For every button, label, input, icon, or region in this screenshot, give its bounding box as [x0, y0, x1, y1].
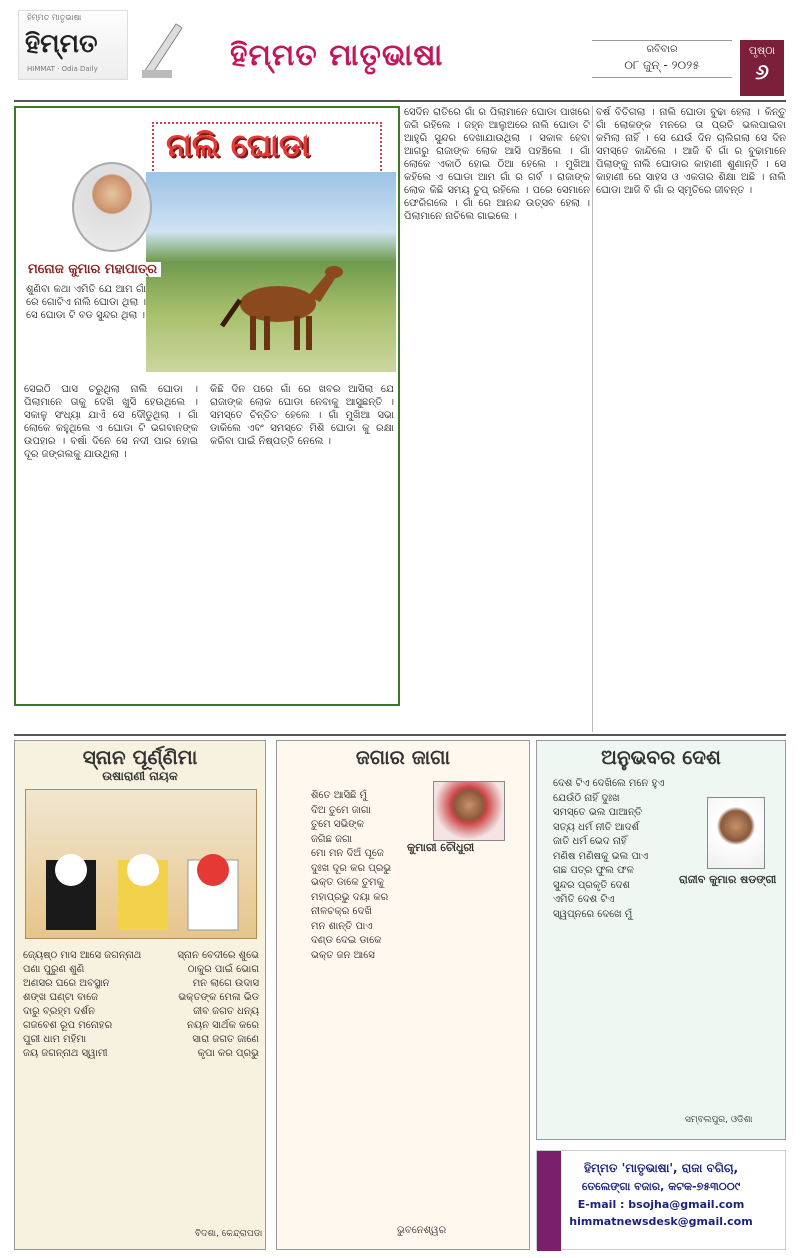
poem-jagara-jaga: [276, 740, 530, 1250]
logo-title: ହିମ୍ମତ: [25, 29, 98, 59]
issue-day: ରବିବାର: [646, 44, 678, 55]
poem-line: ଜାତି ଧର୍ମ ଭେଦ ନାହିଁ: [553, 836, 627, 847]
poem-line: ନୀଳଚକ୍ର ଦେଖି: [311, 906, 372, 917]
issue-date: ୦୮ ଜୁନ୍ - ୨୦୨୫: [624, 58, 700, 72]
poem-line: ଭକ୍ତ ଡାକେ ତୁମକୁ: [311, 877, 384, 888]
poem-line: [23, 949, 259, 963]
poem-line: ଦୁଃଖ ଦୂର କର ପ୍ରଭୁ: [311, 862, 392, 874]
poem-line: ଜଗିଛ ଜଗା: [311, 833, 352, 845]
poem-line: ଯେଉଁଠି ନାହିଁ ଦୁଃଖ: [553, 792, 620, 804]
poem-line: [23, 963, 259, 977]
poem-line: ମଣିଷ ମଣିଷକୁ ଭଲ ପାଏ: [553, 850, 649, 862]
poem-line: [23, 1005, 259, 1019]
poem-line-text: ଜୀବ ଜଗତ ଧନ୍ୟ: [193, 1006, 259, 1017]
poem-anubhabara-desha: [536, 740, 786, 1140]
quill-icon: [134, 16, 194, 80]
poem-place: ଭୁବନେଶ୍ୱର: [397, 1225, 447, 1236]
poem-lines: [23, 949, 259, 1061]
page-number: ୬: [755, 60, 769, 85]
poem-line: ମନ ଶାନ୍ତି ପାଏ: [311, 920, 373, 932]
article-title: ନାଲି ଘୋଡା: [166, 126, 310, 164]
article-author: ମନୋଜ କୁମାର ମହାପାତ୍ର: [24, 262, 161, 277]
poem-snana-purnima: [14, 740, 266, 1250]
poem-title: ଜଗାର ଜାଗା: [355, 745, 451, 769]
poem-line: ତୁମେ ସଭିଙ୍କ: [311, 819, 364, 830]
poem-line-text: ଭକ୍ତଙ୍କ ମେଳା ଭିଡ: [178, 992, 259, 1003]
poem-place: ବିଦଶା, କେନ୍ଦ୍ରାପଡା: [195, 1229, 263, 1239]
poem-line-text: ଜୟ ଜଗନ୍ନାଥ ସ୍ୱାମୀ: [23, 1048, 108, 1059]
poem-line: ଗଛ ପତ୍ର ଫୁଲ ଫଳ: [553, 865, 634, 876]
masthead-divider: [14, 100, 786, 102]
poem-title: ସ୍ନାନ ପୂର୍ଣ୍ଣିମା: [82, 745, 198, 769]
poem-line-text: ନୟନ ସାର୍ଥକ କରେ: [186, 1020, 259, 1031]
poem-line: ଶିତେ ଆସିଛି ମୁଁ: [311, 790, 367, 801]
poem-line-text: ଗଜବେଶ ରୂପ ମନୋହର: [23, 1020, 113, 1031]
poem-line-text: ପଣା ପୁରୁଣ ଶୁଣି: [23, 964, 85, 975]
poem-line: ଦେଶ ଟିଏ ଦେଖିଲେ ମନେ ହୁଏ: [553, 778, 665, 789]
masthead: [0, 0, 800, 100]
contact-band: [537, 1151, 561, 1251]
poem-line: [23, 977, 259, 991]
poem-line-text: ପୁରୀ ଧାମ ମହିମା: [23, 1034, 87, 1045]
poem-line-text: ମନ ଲାଗେ ଉଦାସ: [192, 978, 259, 989]
poem-line-text: ଠାକୁର ପାଇଁ ଭୋଗ: [187, 964, 259, 975]
logo-subtitle: HIMMAT · Odia Daily: [27, 65, 98, 73]
poem-line: [23, 991, 259, 1005]
poem-line-text: ଅଣସର ଘରେ ଅବସ୍ଥାନ: [23, 978, 110, 989]
poem-line: ମୋ ମନ ଦିଅଁ ପୂଜେ: [311, 848, 384, 859]
poem-line-text: ସ୍ନାନ ବେଦୀରେ ଶୁଭେ: [177, 950, 259, 961]
newspaper-logo: [18, 10, 128, 80]
poem-lines: [553, 777, 783, 922]
section-divider: [14, 734, 786, 736]
poem-line: ଭକ୍ତ ଜନ ଆସେ: [311, 949, 375, 961]
poem-place: ସମ୍ବଲପୁର, ଓଡିଶା: [685, 1115, 753, 1125]
poem-line: ସ୍ୱପ୍ନରେ ଦେଖେ ମୁଁ: [553, 908, 633, 920]
page-label: ପୃଷ୍ଠା: [748, 44, 776, 57]
poem-line: [23, 1019, 259, 1033]
author-photo: [72, 162, 152, 252]
article-paragraph: କିଛି ଦିନ ପରେ ଗାଁ ରେ ଖବର ଆସିଲା ଯେ ରାଜାଙ୍କ ଲୋକ ଘୋଡା ନେବାକୁ ଆସୁଛନ୍ତି । ସମସ୍ତେ ଚିନ୍ତିତ ହେଲେ । ଗାଁ ମୁଖିଆ ସଭା ଡାକିଲେ ଏବଂ ସମସ୍ତେ ମିଶି ଘୋଡା କୁ ରକ୍ଷା କରିବା ପାଇଁ ନିଷ୍ପତ୍ତି ନେଲେ ।: [210, 384, 394, 447]
contact-address: ତେଲେଙ୍ଗା ବଜାର, କଟକ-୭୫୩୦୦୯: [581, 1180, 741, 1193]
poem-line: [23, 1033, 259, 1047]
poem-title: ଅନୁଭବର ଦେଶ: [601, 745, 721, 769]
poem-line: ସତ୍ୟ ଧର୍ମ ନୀତି ଆଦର୍ଶ: [553, 821, 639, 833]
banner-title: ହିମ୍ମତ ମାତୃଭାଷା: [230, 38, 444, 73]
poem-line-text: ଶଙ୍ଖ ଘଣ୍ଟା ବାଜେ: [23, 992, 99, 1003]
poem-line-text: ଜ୍ୟେଷ୍ଠ ମାସ ଆସେ ଜଗନ୍ନାଥ: [23, 950, 142, 961]
article-lead: ଶୁଣିବା କଥା ଏମିତି ଯେ ଆମ ଗାଁ ରେ ଗୋଟିଏ ନାଲି ଘୋଡା ଥିଲା । ସେ ଘୋଡା ଟି ବଡ ସୁନ୍ଦର ଥିଲା ।: [26, 284, 146, 321]
poem-author: ଉଷାରାଣୀ ନାୟକ: [102, 769, 178, 783]
poem-line: ଦିଅ ତୁମେ ଜାଗା: [311, 804, 371, 816]
contact-box: [536, 1150, 786, 1250]
poem-line: ସମସ୍ତେ ଭଲ ପାଆନ୍ତି: [553, 807, 643, 818]
article-paragraph: ସେଇଠି ଘାସ ଚରୁଥିଲା ନାଲି ଘୋଡା । ପିଲାମାନେ ତାକୁ ଦେଖି ଖୁସି ହେଉଥିଲେ । ସକାଳୁ ସଂଧ୍ୟା ଯାଏଁ ସେ ଦୌଡୁଥିଲା । ଗାଁ ଲୋକେ କହୁଥିଲେ ଏ ଘୋଡା ଟି ଭଗବାନଙ୍କ ଉପହାର । ବର୍ଷା ଦିନେ ସେ ନଦୀ ପାର ହୋଇ ଦୂର ଜଙ୍ଗଲକୁ ଯାଉଥିଲା ।: [24, 384, 198, 460]
poem-line: [23, 1047, 259, 1061]
poem-line: ଦଣ୍ଡ ଦେଇ ଡାକେ: [311, 935, 382, 946]
article-column: ବର୍ଷ ବିତିଗଲା । ନାଲି ଘୋଡା ବୁଢା ହେଲା । କିନ୍ତୁ ଗାଁ ଲୋକଙ୍କ ମନରେ ତା ପ୍ରତି ଭଲପାଇବା କମିଲା ନାହିଁ । ସେ ଯେଉଁ ଦିନ ଚାଲିଗଲା ସେ ଦିନ ସମସ୍ତେ କାନ୍ଦିଲେ । ଆଜି ବି ଗାଁ ର ବୁଢାମାନେ ପିଲାଙ୍କୁ ନାଲି ଘୋଡାର କାହାଣୀ ଶୁଣାନ୍ତି । ସେ କାହାଣୀ ରେ ସାହସ ଓ ଏକତାର ଶିକ୍ଷା ଅଛି । ନାଲି ଘୋଡା ଆଜି ବି ଗାଁ ର ସ୍ମୃତିରେ ଜୀବନ୍ତ ।: [596, 107, 786, 196]
poem-author: କୁମାରୀ ଚୌଧୁରୀ: [407, 841, 475, 854]
poem-line-text: ସାରା ଜଗତ ଜାଣେ: [192, 1034, 259, 1045]
horse-icon: [212, 256, 352, 356]
poem-line: ଏମିତି ଦେଶ ଟିଏ: [553, 894, 615, 905]
feature-article: [14, 106, 400, 706]
page-number-box: [740, 40, 784, 96]
poem-lines: [311, 789, 511, 963]
poem-line-text: ଦାରୁ ବ୍ରହ୍ମ ଦର୍ଶନ: [23, 1006, 96, 1017]
contact-email[interactable]: E-mail : bsojha@gmail.com: [577, 1198, 745, 1211]
idols-icon: [26, 790, 258, 940]
poem-line: ମହାପ୍ରଭୁ ଦୟା କର: [311, 891, 389, 903]
poem-line-text: କୃପା କର ପ୍ରଭୁ: [197, 1048, 259, 1059]
deity-image: [25, 789, 257, 939]
contact-address: ହିମ୍ମତ 'ମାତୃଭାଷା', ରାଜା ବଗିଚା,: [583, 1161, 739, 1175]
article-column: ସେଦିନ ରାତିରେ ଗାଁ ର ପିଲାମାନେ ଘୋଡା ପାଖରେ ଜଗି ରହିଲେ । ଜହ୍ନ ଆଲୁଅରେ ନାଲି ଘୋଡା ଟି ଆହୁରି ସୁନ୍ଦର ଦେଖାଯାଉଥିଲା । ସକାଳ ହେବା ଆଗରୁ ରାଜାଙ୍କ ଲୋକ ଆସି ପହଞ୍ଚିଲେ । ଗାଁ ଲୋକେ ଏକାଠି ହୋଇ ଠିଆ ହେଲେ । ମୁଖିଆ କହିଲେ ଏ ଘୋଡା ଆମ ଗାଁ ର ଗର୍ବ । ରାଜାଙ୍କ ଲୋକ କିଛି ସମୟ ଚୁପ୍ ରହିଲେ । ପରେ ସେମାନେ ଫେରିଗଲେ । ଗାଁ ରେ ଆନନ୍ଦ ଉତ୍ସବ ହେଲା । ପିଲାମାନେ ନାଚିଲେ ଗାଇଲେ ।: [404, 107, 590, 222]
column-divider: [592, 106, 593, 732]
contact-email[interactable]: himmatnewsdesk@gmail.com: [569, 1215, 753, 1228]
logo-tagline: ହିମ୍ମତ ମାତୃଭାଷା: [27, 13, 82, 22]
poem-author: ରାଜୀବ କୁମାର ଷଡଙ୍ଗୀ: [679, 873, 777, 886]
poem-line: ସୁନ୍ଦର ପ୍ରକୃତି ଦେଶ: [553, 879, 630, 891]
